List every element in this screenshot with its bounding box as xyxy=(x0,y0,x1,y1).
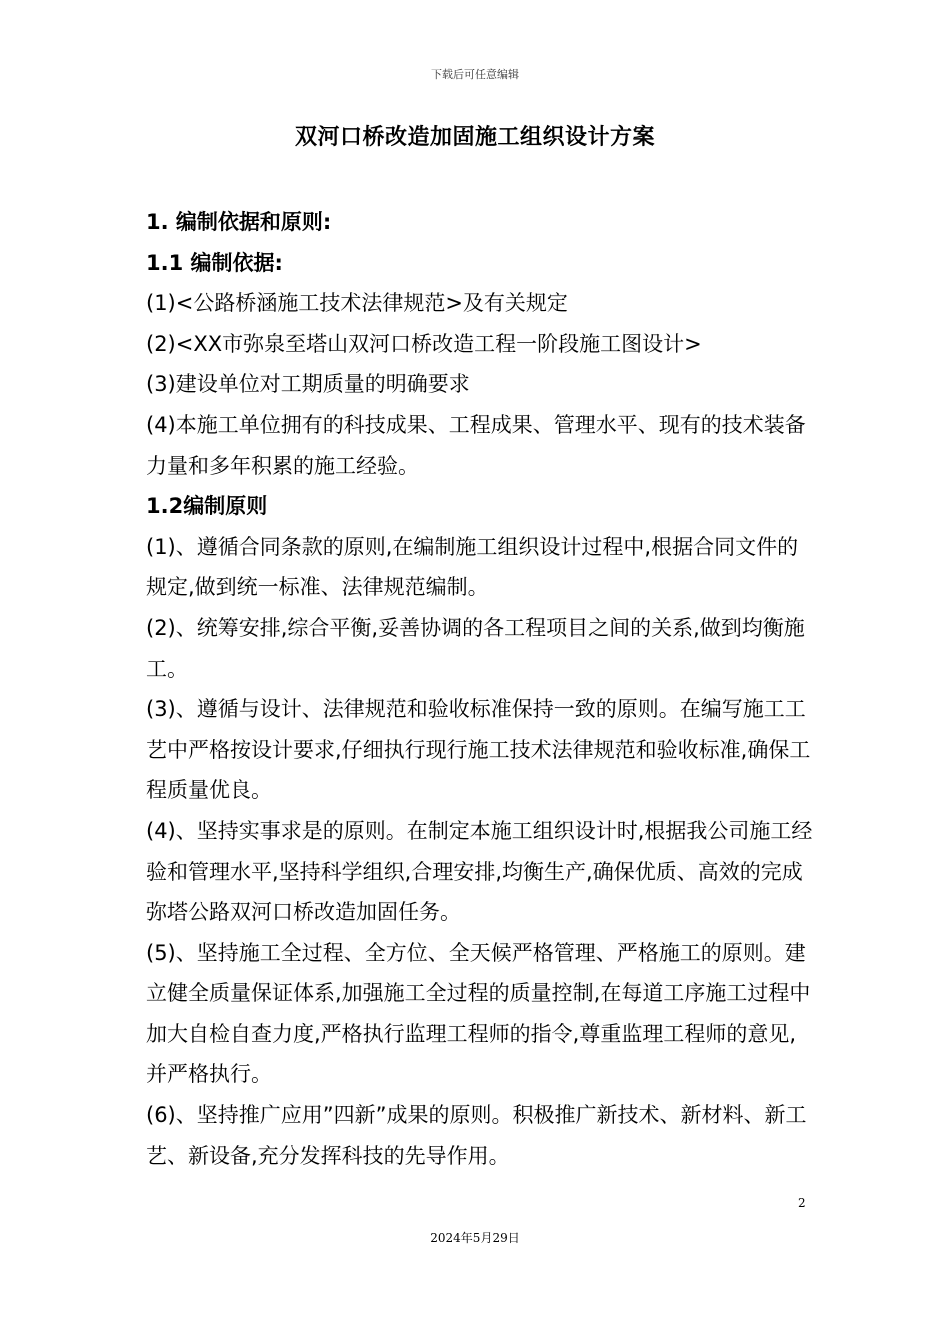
principle-item-1: (1)、遵循合同条款的原则,在编制施工组织设计过程中,根据合同文件的规定,做到统一标准、法律规范编制。 xyxy=(146,534,799,600)
section-heading-1: 1. 编制依据和原则: xyxy=(146,210,332,234)
basis-item-1: (1)<公路桥涵施工技术法律规范>及有关规定 xyxy=(146,291,568,316)
basis-item-4: (4)本施工单位拥有的科技成果、工程成果、管理水平、现有的技术装备力量和多年积累的施工经验。 xyxy=(146,412,806,478)
principle-item-4: (4)、坚持实事求是的原则。在制定本施工组织设计时,根据我公司施工经验和管理水平,坚持科学组织,合理安排,均衡生产,确保优质、高效的完成弥塔公路双河口桥改造加固任务。 xyxy=(146,818,813,925)
subsection-heading-1-1: 1.1 编制依据: xyxy=(146,250,283,275)
basis-item-2: (2)<XX市弥泉至塔山双河口桥改造工程一阶段施工图设计> xyxy=(146,331,702,356)
principle-item-5: (5)、坚持施工全过程、全方位、全天候严格管理、严格施工的原则。建立健全质量保证体系,加强施工全过程的质量控制,在每道工序施工过程中加大自检自查力度,严格执行监理工程师的指令,尊重监理工程师的意见,并严格执行。 xyxy=(146,940,811,1087)
principle-item-3: (3)、遵循与设计、法律规范和验收标准保持一致的原则。在编写施工工艺中严格按设计要求,仔细执行现行施工技术法律规范和验收标准,确保工程质量优良。 xyxy=(146,697,811,803)
header-note: 下载后可任意编辑 xyxy=(431,68,519,81)
footer-date: 2024年5月29日 xyxy=(430,1231,520,1245)
principle-item-2: (2)、统筹安排,综合平衡,妥善协调的各工程项目之间的关系,做到均衡施工。 xyxy=(146,615,805,681)
page-title: 双河口桥改造加固施工组织设计方案 xyxy=(294,125,655,150)
subsection-heading-1-2: 1.2编制原则 xyxy=(146,494,268,519)
document-body xyxy=(146,202,814,1176)
principle-item-6: (6)、坚持推广应用”四新”成果的原则。积极推广新技术、新材料、新工艺、新设备,充分发挥科技的先导作用。 xyxy=(146,1103,807,1168)
page-number: 2 xyxy=(798,1196,806,1210)
basis-item-3: (3)建设单位对工期质量的明确要求 xyxy=(146,372,470,397)
